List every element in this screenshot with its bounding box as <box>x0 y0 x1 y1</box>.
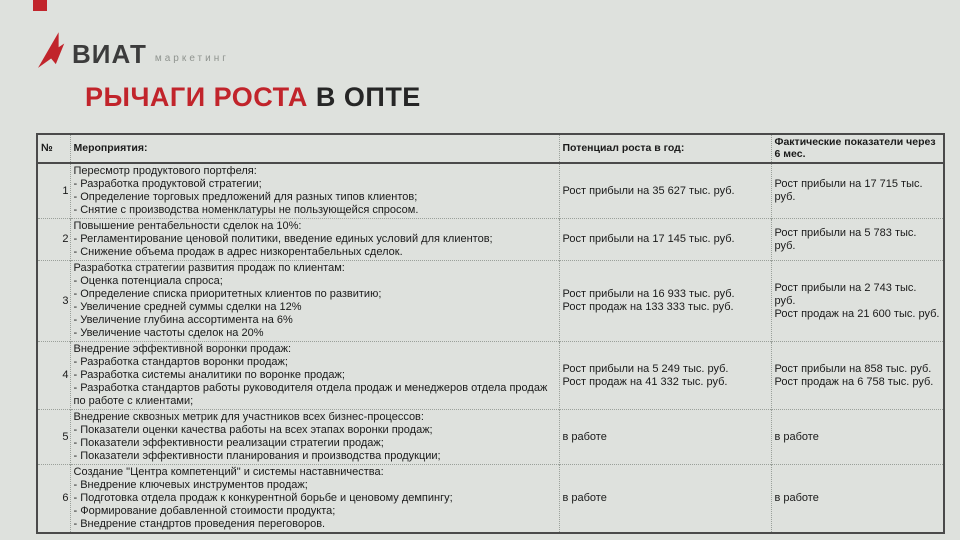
activity-line: Пересмотр продуктового портфеля: <box>73 165 257 177</box>
actual-line: Рост продаж на 21 600 тыс. руб. <box>774 307 940 320</box>
activity-line: - Увеличение средней суммы сделки на 12% <box>73 301 302 313</box>
potential-cell <box>559 465 771 534</box>
actual-line: Рост прибыли на 5 783 тыс. руб. <box>774 226 917 252</box>
table-row <box>37 219 944 261</box>
row-number-cell: 3 <box>37 261 70 342</box>
potential-cell <box>559 261 771 342</box>
activity-line: - Оценка потенциала спроса; <box>73 275 223 287</box>
header-actual: Фактические показатели через 6 мес. <box>771 134 944 163</box>
activity-line: Разработка стратегии развития продаж по клиентам: <box>73 262 345 274</box>
potential-cell <box>559 163 771 219</box>
page-title-accent: РЫЧАГИ РОСТА <box>85 82 308 112</box>
activity-line: - Регламентирование ценовой политики, введение единых условий для клиентов; <box>73 233 493 245</box>
actual-cell <box>771 261 944 342</box>
activity-line: - Показатели эффективности планирования и производства продукции; <box>73 450 441 462</box>
header-row <box>37 134 944 163</box>
activities-cell <box>70 342 559 410</box>
potential-line: Рост прибыли на 17 145 тыс. руб. <box>562 233 735 245</box>
page-title-rest: В ОПТЕ <box>307 82 421 112</box>
activity-line: - Снижение объема продаж в адрес низкорентабельных сделок. <box>73 246 403 258</box>
logo <box>38 31 229 69</box>
page-title <box>85 82 421 113</box>
activity-line: - Показатели оценки качества работы на всех этапах воронки продаж; <box>73 424 433 436</box>
table-row <box>37 163 944 219</box>
header-potential: Потенциал роста в год: <box>559 134 771 163</box>
activity-line: Внедрение эффективной воронки продаж: <box>73 343 292 355</box>
activity-line: - Внедрение стандртов проведения переговоров. <box>73 518 326 530</box>
activity-line: - Внедрение ключевых инструментов продаж; <box>73 479 308 491</box>
actual-cell <box>771 410 944 465</box>
actual-cell <box>771 163 944 219</box>
activity-line: Создание "Центра компетенций" и системы наставничества: <box>73 466 384 478</box>
logo-subtitle-text: маркетинг <box>154 53 229 64</box>
potential-cell <box>559 410 771 465</box>
table-row <box>37 410 944 465</box>
actual-cell <box>771 219 944 261</box>
potential-line: Рост продаж на 133 333 тыс. руб. <box>562 301 734 313</box>
growth-levers-table <box>36 133 945 534</box>
actual-line: Рост продаж на 6 758 тыс. руб. <box>774 375 934 388</box>
activity-line: Повышение рентабельности сделок на 10%: <box>73 220 302 232</box>
activities-cell <box>70 410 559 465</box>
activity-line: - Определение списка приоритетных клиентов по развитию; <box>73 288 382 300</box>
potential-line: Рост прибыли на 35 627 тыс. руб. <box>562 184 735 197</box>
activity-line: - Подготовка отдела продаж к конкурентной борьбе и ценовому демпингу; <box>73 492 453 504</box>
activity-line: - Разработка стандартов работы руководителя отдела продаж и менеджеров отдела продаж по работе с клиентами; <box>73 382 548 407</box>
row-number-cell: 1 <box>62 184 69 197</box>
table-row <box>37 465 944 534</box>
potential-cell <box>559 219 771 261</box>
logo-arrow-icon <box>38 31 68 69</box>
activity-line: - Разработка продуктовой стратегии; <box>73 178 262 190</box>
row-number-cell: 4 <box>37 342 70 410</box>
logo-brand-text: ВИАТ <box>72 39 147 69</box>
activity-line: - Увеличение глубина ассортимента на 6% <box>73 314 293 326</box>
activity-line: - Разработка стандартов воронки продаж; <box>73 356 288 368</box>
actual-cell <box>771 465 944 534</box>
table-row <box>37 261 944 342</box>
activity-line: - Формирование добавленной стоимости продукта; <box>73 505 336 517</box>
actual-line: Рост прибыли на 17 715 тыс. руб. <box>774 178 923 203</box>
row-number-cell: 2 <box>37 219 70 261</box>
potential-line: Рост продаж на 41 332 тыс. руб. <box>562 375 728 388</box>
actual-line: в работе <box>774 492 819 504</box>
potential-line: Рост прибыли на 5 249 тыс. руб. <box>562 362 729 375</box>
actual-line: Рост прибыли на 858 тыс. руб. <box>774 362 932 375</box>
activities-cell <box>70 465 559 534</box>
table-header <box>37 134 944 163</box>
activities-cell <box>70 219 559 261</box>
row-number-cell: 5 <box>37 410 70 465</box>
potential-cell <box>559 342 771 410</box>
header-activities: Мероприятия: <box>70 134 559 163</box>
potential-line: в работе <box>562 430 607 443</box>
activities-cell <box>70 261 559 342</box>
potential-line: Рост прибыли на 16 933 тыс. руб. <box>562 288 735 300</box>
activity-line: - Увеличение частоты сделок на 20% <box>73 327 264 339</box>
activity-line: - Снятие с производства номенклатуры не пользующейся спросом. <box>73 204 419 216</box>
activity-line: - Разработка системы аналитики по воронке продаж; <box>73 369 345 381</box>
table-row <box>37 342 944 410</box>
activity-line: - Определение торговых предложений для разных типов клиентов; <box>73 191 418 203</box>
header-num: № <box>37 134 70 163</box>
corner-red-mark <box>33 0 47 11</box>
potential-line: в работе <box>562 492 607 504</box>
row-number-cell: 6 <box>37 465 70 534</box>
activity-line: Внедрение сквозных метрик для участников всех бизнес-процессов: <box>73 411 424 423</box>
activities-cell <box>70 163 559 219</box>
actual-cell <box>771 342 944 410</box>
actual-line: Рост прибыли на 2 743 тыс. руб. <box>774 281 917 307</box>
activity-line: - Показатели эффективности реализации стратегии продаж; <box>73 437 384 449</box>
growth-table-body <box>37 163 944 533</box>
actual-line: в работе <box>774 430 819 443</box>
